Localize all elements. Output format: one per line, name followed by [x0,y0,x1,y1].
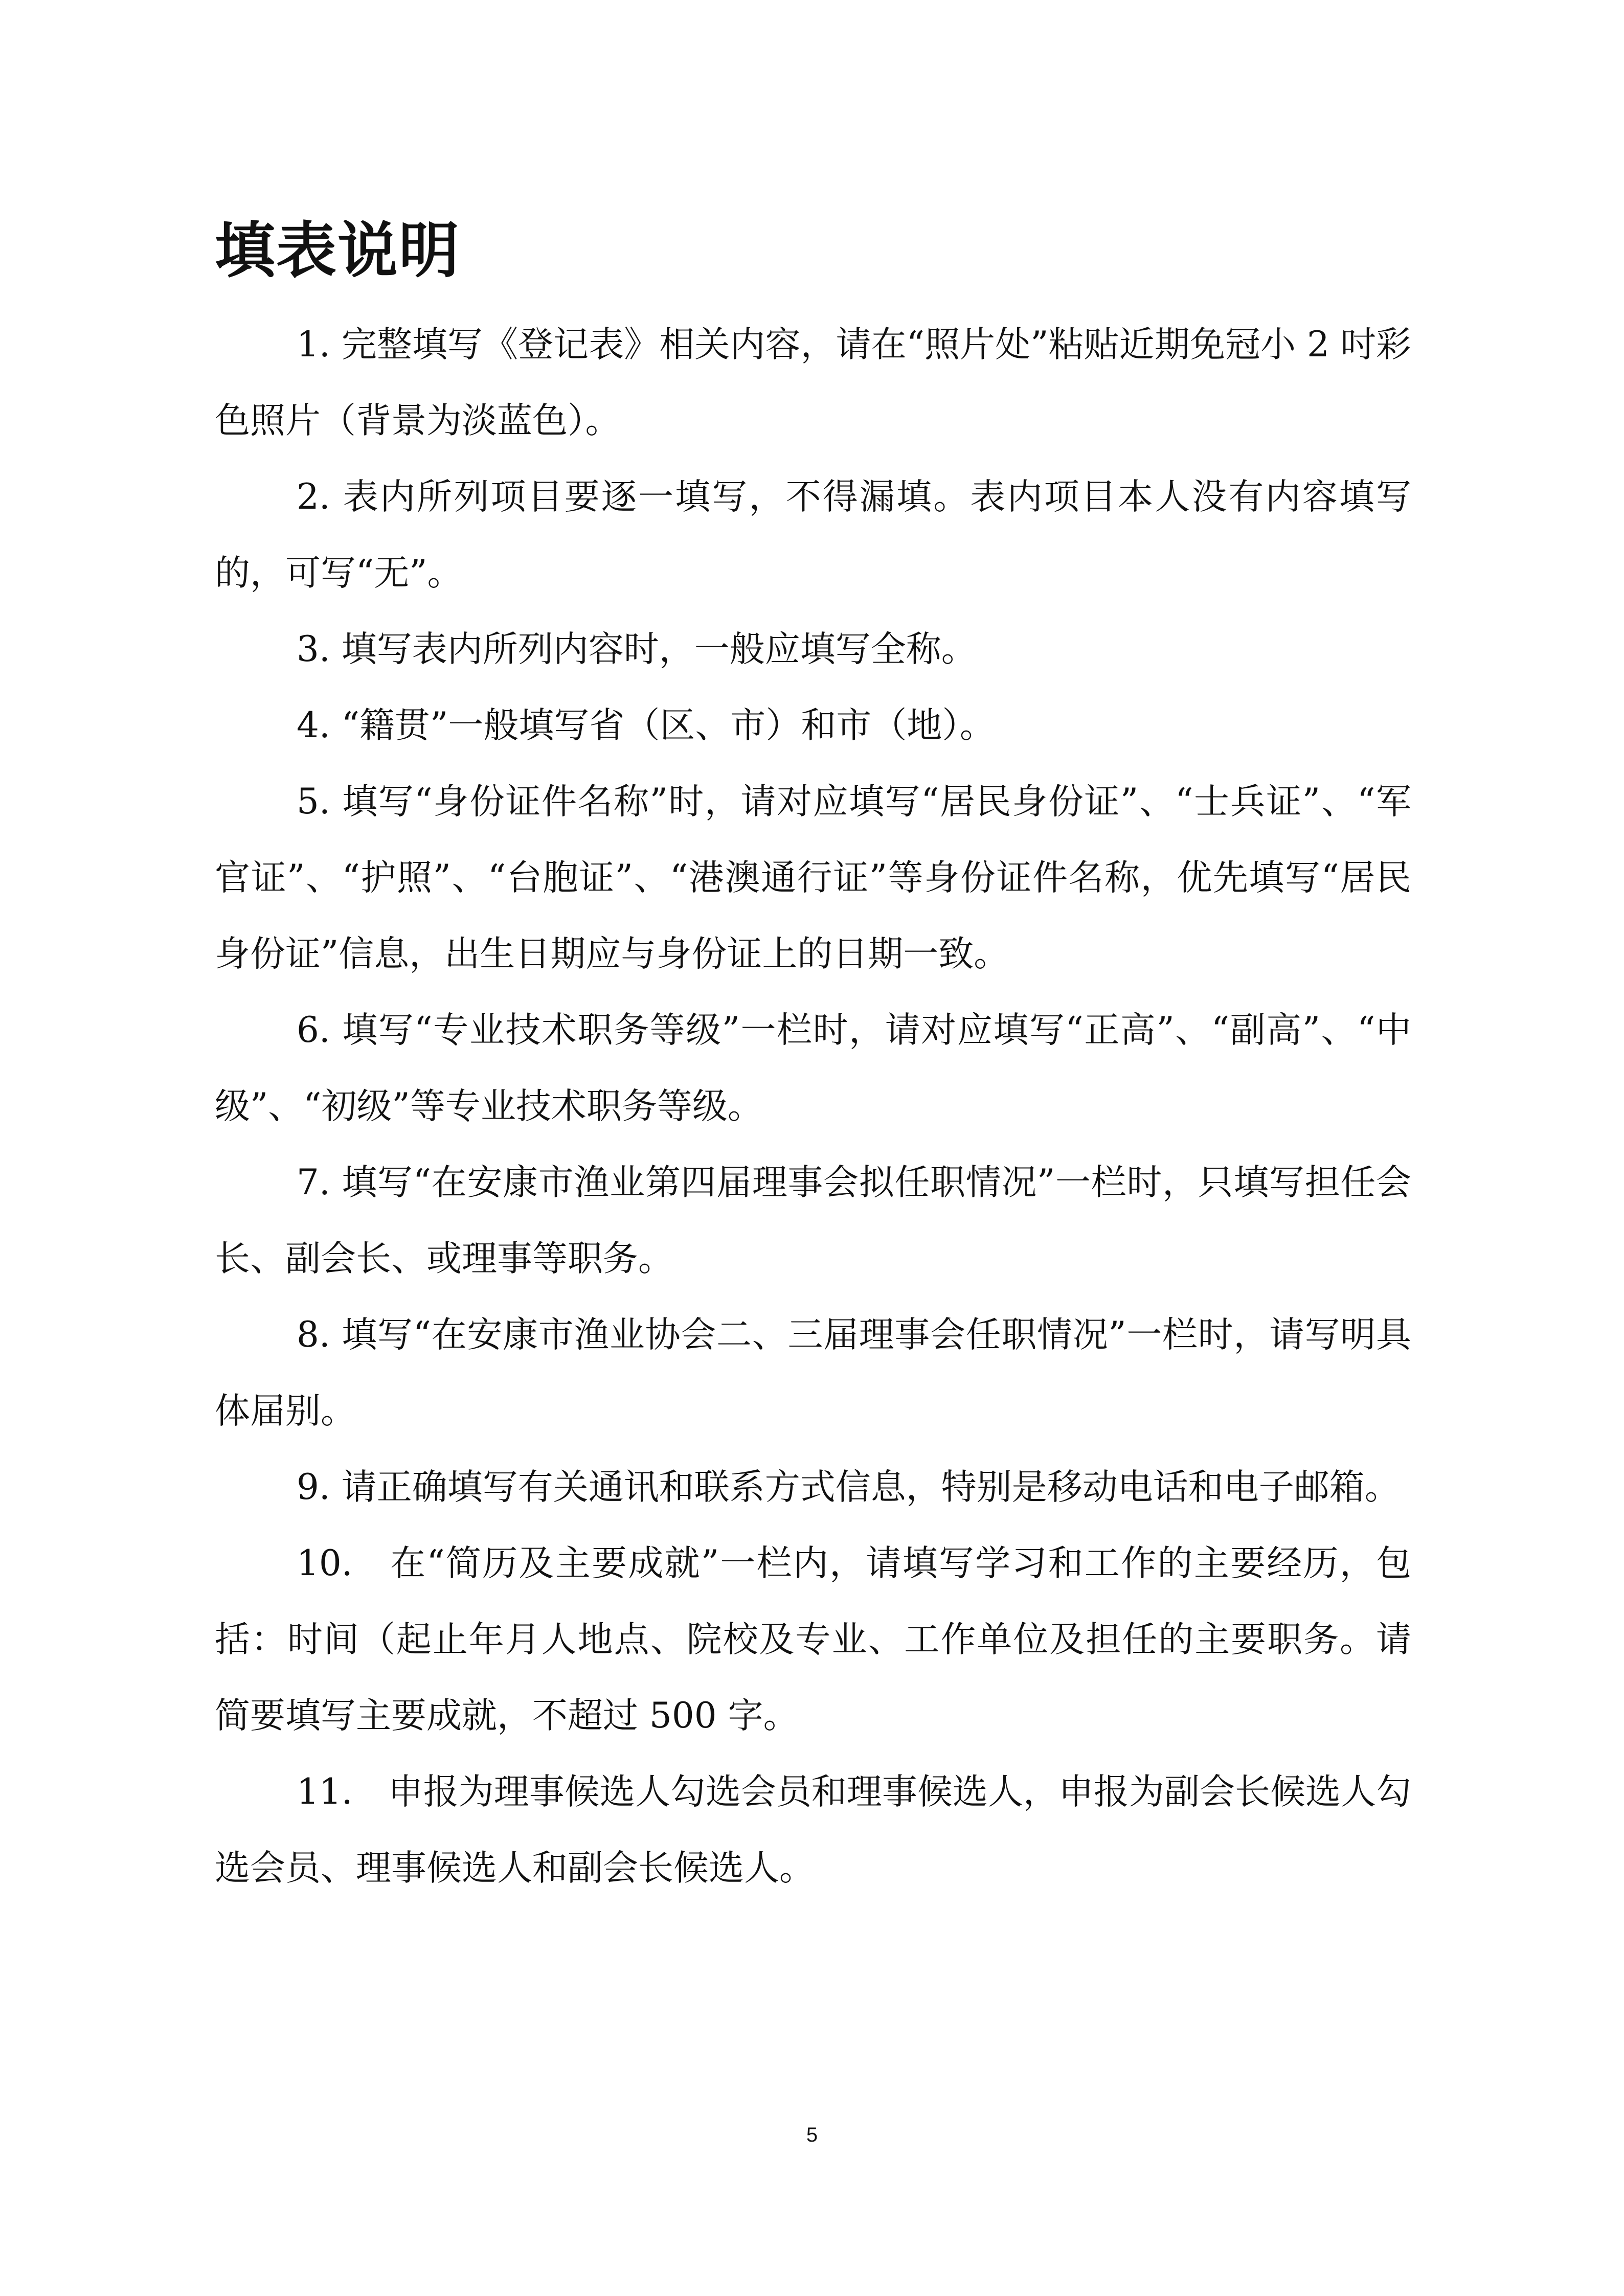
instruction-item-10: 10. 在“简历及主要成就”一栏内，请填写学习和工作的主要经历，包括：时间（起止年月人地点、院校及专业、工作单位及担任的主要职务。请简要填写主要成就，不超过 500 字。 [215,1543,1411,1736]
instructions-body [215,307,1411,1906]
instruction-item-8: 8. 填写“在安康市渔业协会二、三届理事会任职情况”一栏时，请写明具体届别。 [215,1314,1411,1431]
instruction-item-7: 7. 填写“在安康市渔业第四届理事会拟任职情况”一栏时，只填写担任会长、副会长、或理事等职务。 [215,1162,1411,1279]
instruction-item-11: 11. 申报为理事候选人勾选会员和理事候选人，申报为副会长候选人勾选会员、理事候选人和副会长候选人。 [215,1771,1411,1889]
instruction-item-4: 4. “籍贯”一般填写省（区、市）和市（地）。 [297,705,995,746]
page-number: 5 [806,2124,818,2146]
instruction-item-6: 6. 填写“专业技术职务等级”一栏时，请对应填写“正高”、“副高”、“中级”、“初级”等专业技术职务等级。 [215,1010,1411,1127]
instruction-item-3: 3. 填写表内所列内容时，一般应填写全称。 [297,629,977,670]
instruction-item-5: 5. 填写“身份证件名称”时，请对应填写“居民身份证”、“士兵证”、“军官证”、“护照”、“台胞证”、“港澳通行证”等身份证件名称，优先填写“居民身份证”信息，出生日期应与身份证上的日期一致。 [215,781,1411,974]
instruction-item-1: 1. 完整填写《登记表》相关内容，请在“照片处”粘贴近期免冠小 2 吋彩色照片（背景为淡蓝色）。 [215,324,1411,441]
instruction-item-2: 2. 表内所列项目要逐一填写，不得漏填。表内项目本人没有内容填写的，可写“无”。 [215,476,1411,594]
page-title: 填表说明 [215,215,461,286]
instruction-item-9: 9. 请正确填写有关通讯和联系方式信息，特别是移动电话和电子邮箱。 [297,1467,1400,1508]
